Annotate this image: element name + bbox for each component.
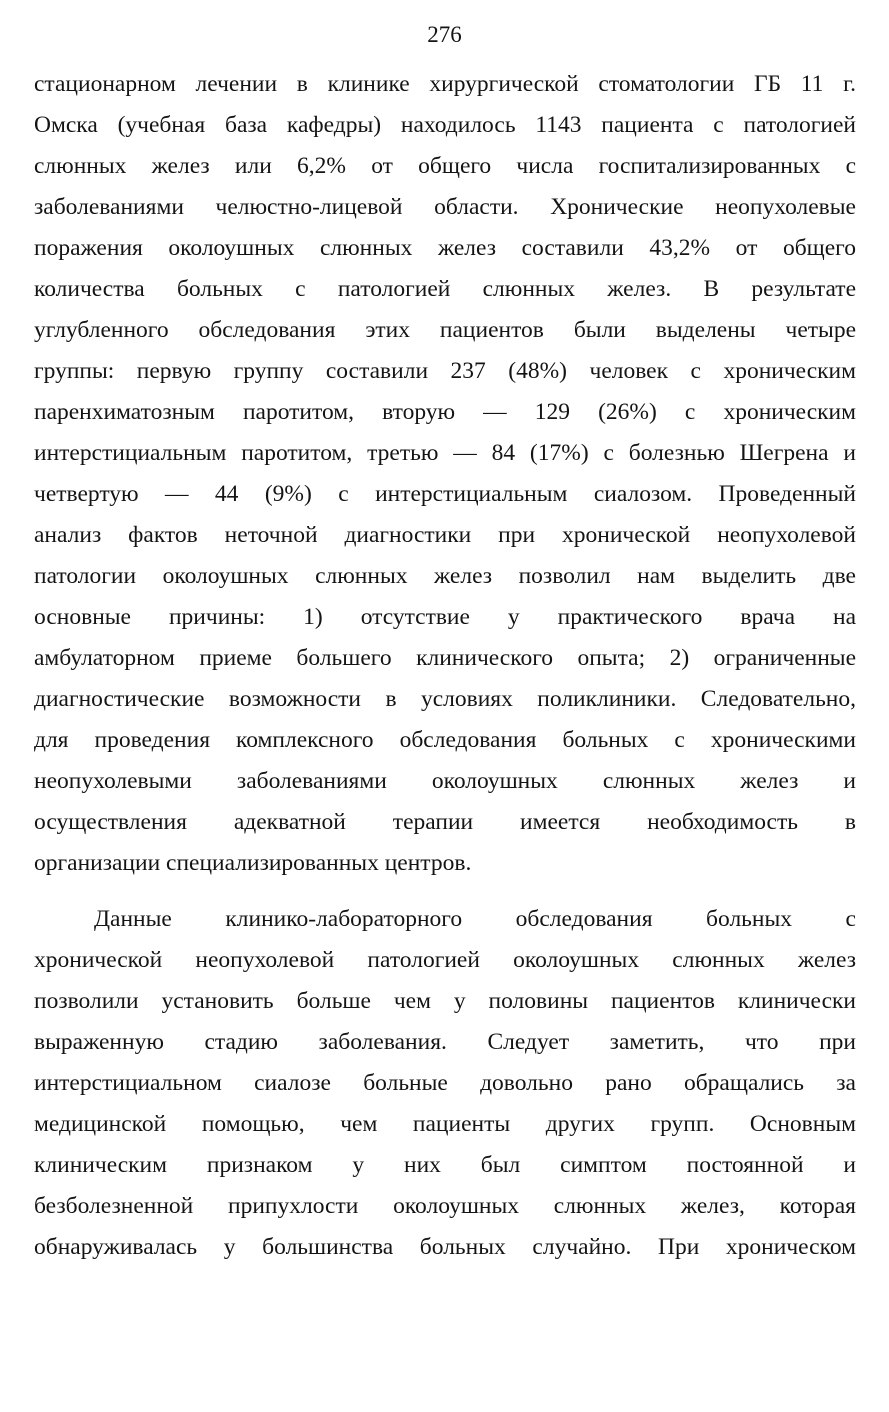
text-line: безболезненной припухлости околоушных слюнных желез, которая [34, 1193, 856, 1219]
text-line: поражения околоушных слюнных желез составили 43,2% от общего [34, 235, 856, 261]
text-line: организации специализированных центров. [34, 850, 472, 876]
text-line: группы: первую группу составили 237 (48%) человек с хроническим [34, 358, 856, 384]
text-line: осуществления адекватной терапии имеется необходимость в [34, 809, 856, 835]
text-line: стационарном лечении в клинике хирургической стоматологии ГБ 11 г. [34, 71, 856, 97]
text-line: для проведения комплексного обследования больных с хроническими [34, 727, 856, 753]
text-line: обнаруживалась у большинства больных случайно. При хроническом [34, 1234, 856, 1260]
text-line: выраженную стадию заболевания. Следует заметить, что при [34, 1029, 856, 1055]
text-line: амбулаторном приеме большего клинического опыта; 2) ограниченные [34, 645, 856, 671]
text-line: медицинской помощью, чем пациенты других групп. Основным [34, 1111, 856, 1137]
text-line: неопухолевыми заболеваниями околоушных слюнных желез и [34, 768, 856, 794]
text-line: заболеваниями челюстно-лицевой области. Хронические неопухолевые [34, 194, 856, 220]
text-line: патологии околоушных слюнных желез позволил нам выделить две [34, 563, 856, 589]
text-line: анализ фактов неточной диагностики при хронической неопухолевой [34, 522, 856, 548]
text-line: интерстициальном сиалозе больные довольно рано обращались за [34, 1070, 856, 1096]
text-line: паренхиматозным паротитом, вторую — 129 (26%) с хроническим [34, 399, 856, 425]
text-line: количества больных с патологией слюнных желез. В результате [34, 276, 856, 302]
text-line: углубленного обследования этих пациентов были выделены четыре [34, 317, 856, 343]
text-line: основные причины: 1) отсутствие у практического врача на [34, 604, 856, 630]
page-number: 276 [427, 22, 462, 47]
text-line: Омска (учебная база кафедры) находилось 1143 пациента с патологией [34, 112, 856, 138]
text-line: слюнных желез или 6,2% от общего числа госпитализированных с [34, 153, 856, 179]
text-line: хронической неопухолевой патологией околоушных слюнных желез [34, 947, 856, 973]
text-line: клиническим признаком у них был симптом постоянной и [34, 1152, 856, 1178]
text-line: четвертую — 44 (9%) с интерстициальным сиалозом. Проведенный [34, 481, 856, 507]
text-line: интерстициальным паротитом, третью — 84 (17%) с болезнью Шегрена и [34, 440, 856, 466]
text-line: позволили установить больше чем у половины пациентов клинически [34, 988, 856, 1014]
text-line: диагностические возможности в условиях поликлиники. Следовательно, [34, 686, 856, 712]
text-line: Данные клинико-лабораторного обследования больных с [94, 906, 856, 932]
